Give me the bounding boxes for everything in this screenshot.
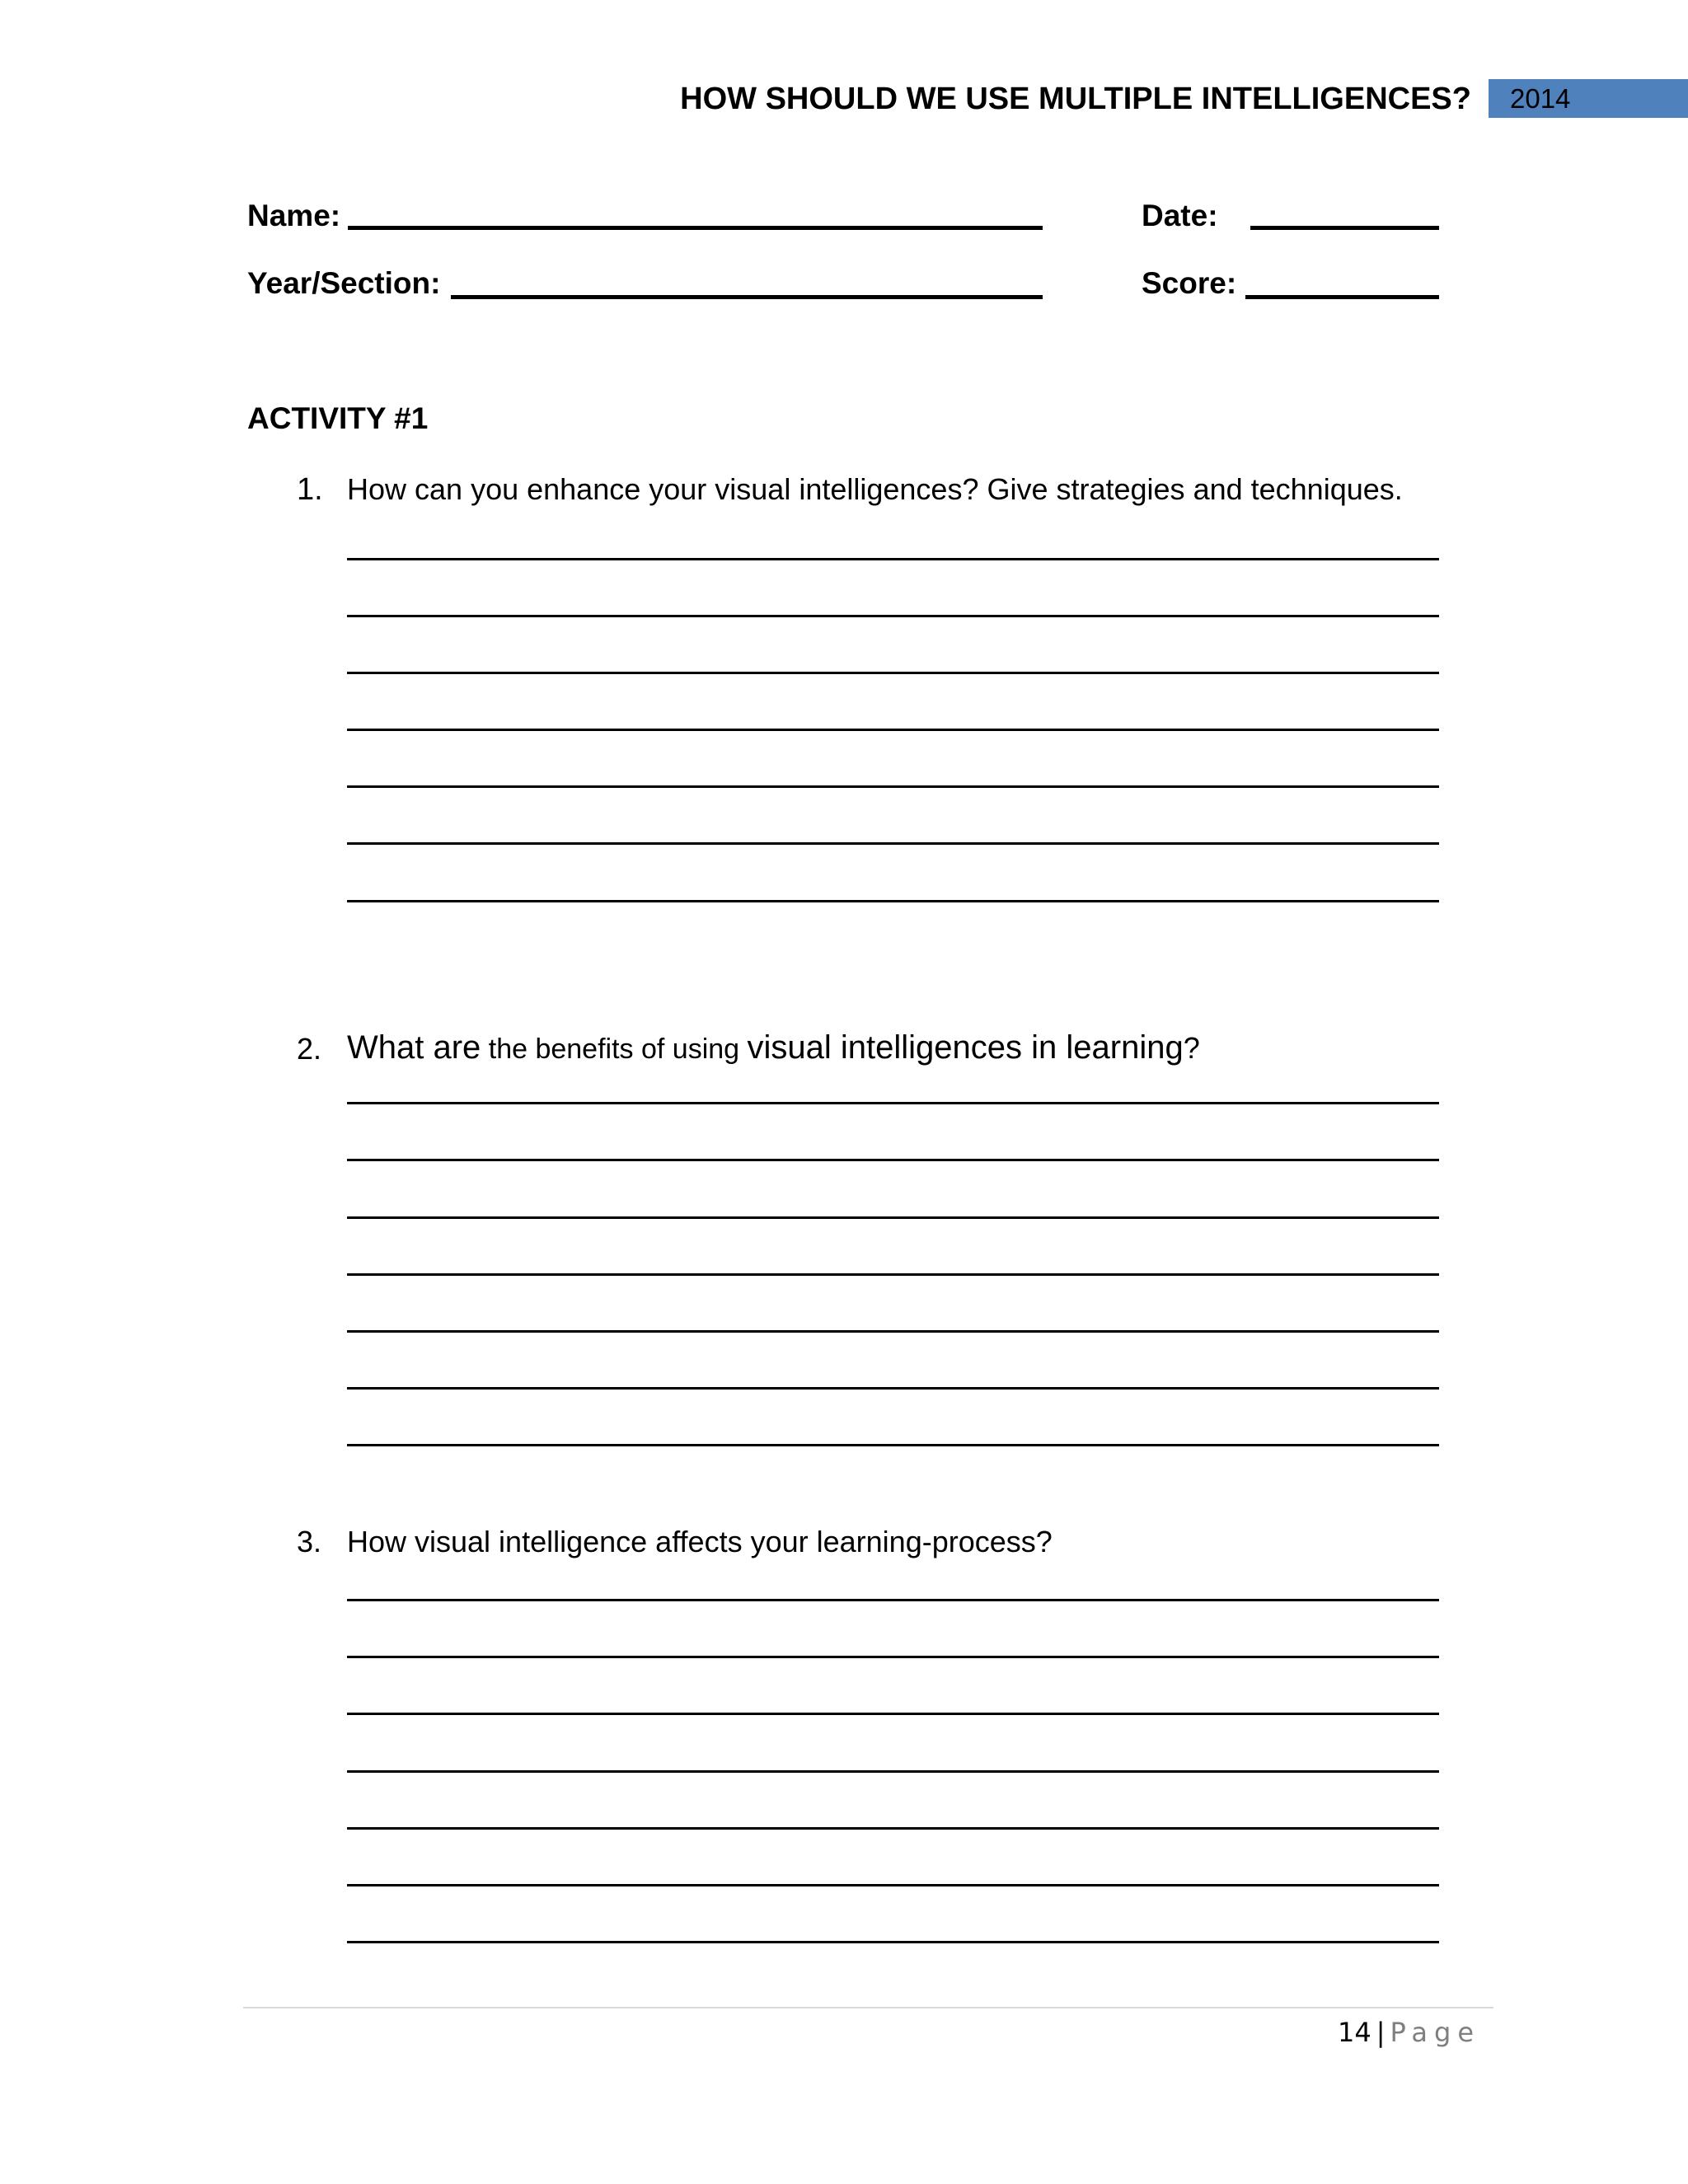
question-1-answer-line[interactable] — [347, 900, 1439, 902]
question-2-text-part: What are — [347, 1029, 481, 1066]
question-2-answer-line[interactable] — [347, 1216, 1439, 1219]
score-label: Score: — [1142, 266, 1237, 300]
question-1-answer-line[interactable] — [347, 729, 1439, 731]
question-3-answer-line[interactable] — [347, 1827, 1439, 1830]
year-badge: 2014 — [1489, 79, 1688, 118]
name-field[interactable] — [348, 226, 1043, 230]
question-2-answer-line[interactable] — [347, 1102, 1439, 1104]
question-3-answer-line[interactable] — [347, 1656, 1439, 1658]
question-2-answer-line[interactable] — [347, 1387, 1439, 1390]
question-1-text — [347, 471, 1403, 508]
question-3-text — [347, 1524, 1053, 1560]
question-3-answer-line[interactable] — [347, 1884, 1439, 1886]
page-number: 14 — [1338, 2017, 1372, 2048]
question-3-answer-line[interactable] — [347, 1599, 1439, 1601]
question-2-number: 2. — [297, 1032, 322, 1066]
question-2-answer-line[interactable] — [347, 1159, 1439, 1161]
question-1-answer-line[interactable] — [347, 558, 1439, 560]
question-2-text — [347, 1029, 1200, 1067]
score-field[interactable] — [1245, 295, 1439, 299]
question-1-answer-line[interactable] — [347, 672, 1439, 674]
question-2-text-part: ? — [1183, 1031, 1200, 1065]
year-section-label: Year/Section: — [247, 266, 441, 300]
page-word: Page — [1390, 2017, 1480, 2048]
question-3-answer-line[interactable] — [347, 1941, 1439, 1943]
question-2-text-part: visual intelligences in learning — [747, 1029, 1184, 1066]
question-3-number: 3. — [297, 1525, 322, 1558]
footer-separator: | — [1376, 2017, 1386, 2048]
page-footer — [1338, 2014, 1480, 2050]
question-2-answer-line[interactable] — [347, 1444, 1439, 1446]
question-2-answer-line[interactable] — [347, 1273, 1439, 1276]
date-field[interactable] — [1250, 226, 1439, 230]
question-1-answer-line[interactable] — [347, 842, 1439, 845]
question-1-number: 1. — [297, 472, 323, 507]
document-title: HOW SHOULD WE USE MULTIPLE INTELLIGENCES? — [680, 82, 1471, 116]
question-1-answer-line[interactable] — [347, 785, 1439, 788]
question-3-answer-line[interactable] — [347, 1713, 1439, 1715]
question-2-text-part: the benefits of using — [481, 1033, 748, 1065]
activity-heading: ACTIVITY #1 — [247, 401, 429, 435]
question-3-answer-line[interactable] — [347, 1770, 1439, 1773]
name-label: Name: — [247, 199, 341, 232]
year-section-field[interactable] — [451, 295, 1043, 299]
question-1-text-part: How can you enhance your visual intelligences? Give strategies and techniques. — [347, 472, 1403, 506]
question-3-text-part: How visual intelligence affects your learning-process? — [347, 1525, 1053, 1558]
footer-divider — [243, 2007, 1493, 2008]
date-label: Date: — [1142, 199, 1218, 232]
question-2-answer-line[interactable] — [347, 1330, 1439, 1333]
question-1-answer-line[interactable] — [347, 615, 1439, 617]
